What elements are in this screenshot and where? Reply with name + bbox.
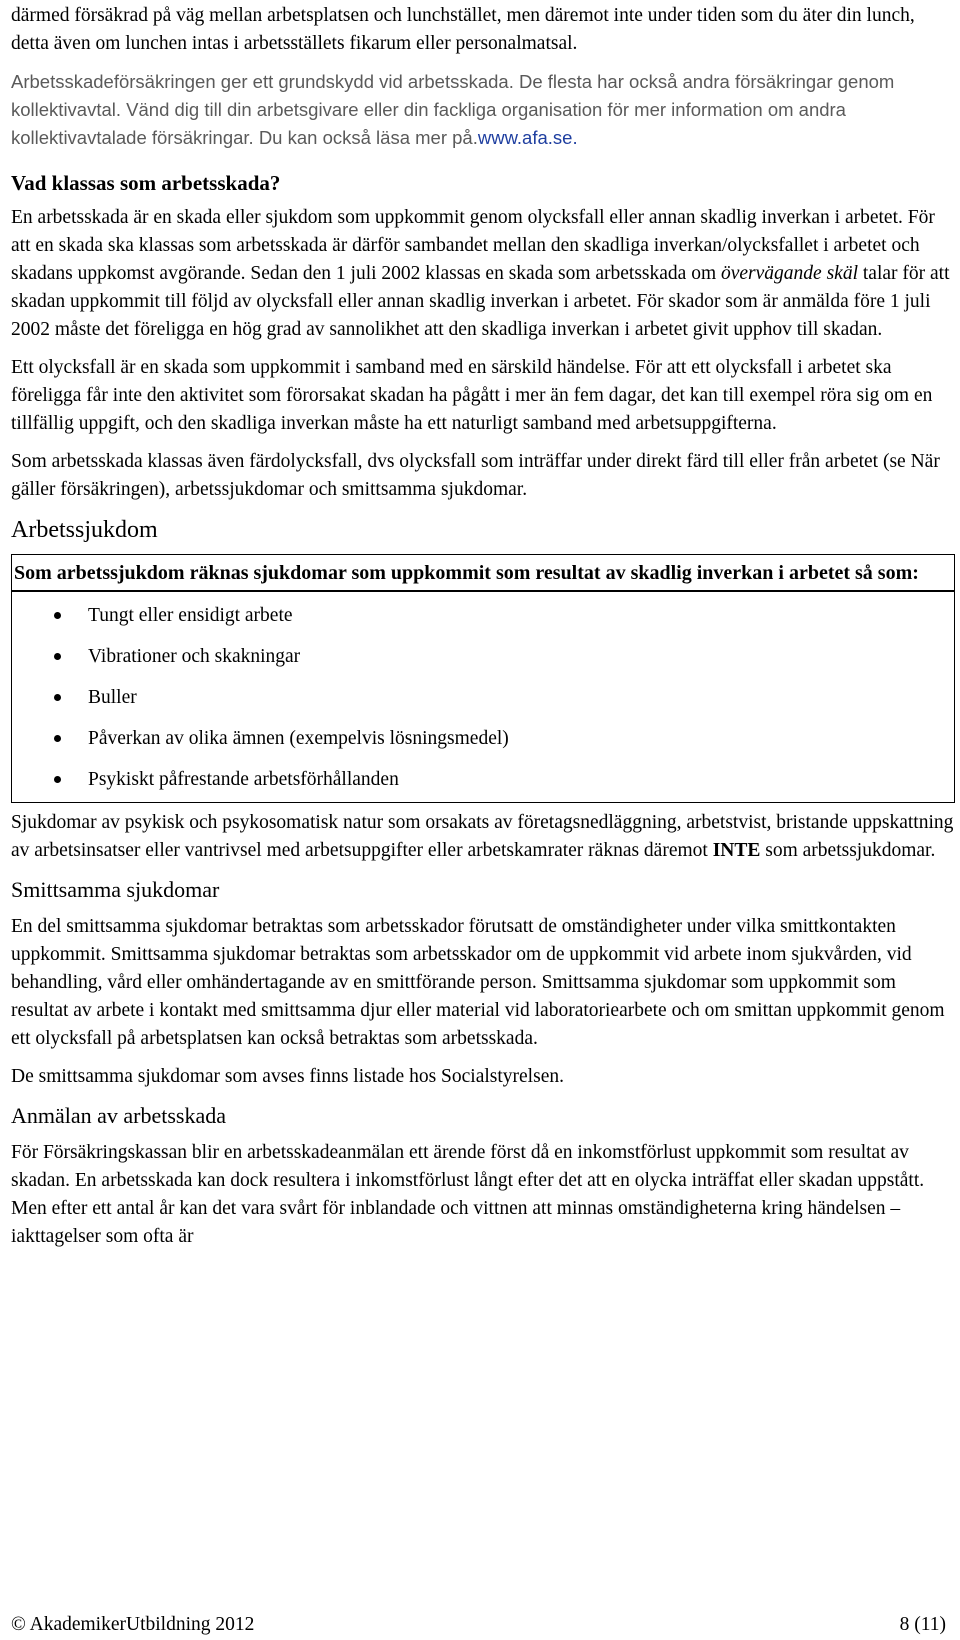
heading-anmalan: Anmälan av arbetsskada [11, 1103, 227, 1128]
footer-copyright: © AkademikerUtbildning 2012 [11, 1614, 255, 1635]
bullet-icon [54, 776, 61, 783]
intro-paragraph-lunch: därmed försäkrad på väg mellan arbetsplatsen och lunchstället, men däremot inte under tiden som du äter din lunch, detta även om lunchen intas i arbetsställets fikarum eller personalmatsal. [11, 5, 915, 54]
paragraph-olycksfall: Ett olycksfall är en skada som uppkommit i samband med en särskild händelse. För att ett olycksfall i arbetet ska föreligga får inte den aktivitet som förorsakat skadan ha pågått i mer än fem dagar, det kan till exempel röra sig om en tillfällig uppgift, och den skadliga inverkan måste ha ett naturligt samband med arbetsuppgifterna. [11, 357, 933, 434]
afa-link[interactable]: www.afa.se [477, 127, 573, 148]
list-item [12, 725, 954, 753]
intro-paragraph-insurance [11, 68, 957, 152]
heading-smittsamma: Smittsamma sjukdomar [11, 877, 220, 902]
bullet-icon [54, 653, 61, 660]
psykosomatisk-text-a: Sjukdomar av psykisk och psykosomatisk natur som orsakats av företagsnedläggning, arbetstvist, bristande uppskattning av arbetsinsatser eller vantrivsel med arbetsuppgifter eller arbetskamrater räknas däremot [11, 812, 954, 861]
bullet-icon [54, 735, 61, 742]
definition-text-b: talar för att skadan uppkommit till följd av olycksfall eller annan skadlig inverkan i arbetet. För skador som är anmälda före 1 juli 2002 måste det föreligga en hög grad av sannolikhet att den skadliga inverkan i arbetet givit upphov till skadan. [11, 263, 950, 340]
list-item [12, 684, 954, 712]
bullet-icon [54, 694, 61, 701]
document-page [11, 2, 957, 1261]
footer-page-number: 8 (11) [899, 1614, 946, 1635]
paragraph-smittsamma-2: De smittsamma sjukdomar som avses finns listade hos Socialstyrelsen. [11, 1066, 564, 1087]
bullet-icon [54, 612, 61, 619]
paragraph-arbetsskada-definition [11, 204, 957, 344]
intro-insurance-text: Arbetsskadeförsäkringen ger ett grundskydd vid arbetsskada. De flesta har också andra försäkringar genom kollektivavtal. Vänd dig till din arbetsgivare eller din fackliga organisation för mer information om andra kollektivavtalade försäkringar. Du kan också läsa mer på. [11, 71, 895, 148]
list-item-text: Psykiskt påfrestande arbetsförhållanden [88, 769, 399, 790]
list-item-text: Påverkan av olika ämnen (exempelvis lösningsmedel) [88, 728, 509, 749]
arbetssjukdom-list [12, 602, 954, 794]
paragraph-fardolycksfall: Som arbetsskada klassas även färdolycksfall, dvs olycksfall som inträffar under direkt färd till eller från arbetet (se När gäller försäkringen), arbetssjukdomar och smittsamma sjukdomar. [11, 451, 940, 500]
psykosomatisk-text-b: som arbetssjukdomar. [760, 840, 936, 861]
paragraph-psykosomatisk [11, 809, 957, 865]
list-item [12, 643, 954, 671]
definition-emphasis: övervägande skäl [721, 263, 858, 284]
list-item-text: Buller [88, 687, 137, 708]
heading-arbetssjukdom: Arbetssjukdom [11, 517, 158, 543]
arbetssjukdom-box-list [11, 592, 955, 803]
list-item [12, 766, 954, 794]
paragraph-smittsamma-1: En del smittsamma sjukdomar betraktas som arbetsskador förutsatt de omständigheter under vilka smittkontakten uppkommit. Smittsamma sjukdomar betraktas som arbetsskador om de uppkommit vid arbete inom sjukvården, vid behandling, vård eller omhändertagande av en smittförande person. Smittsamma sjukdomar som uppkommit som resultat av arbete i kontakt med smittsamma djur eller material vid laboratoriearbete och om smittan uppkommit genom ett olycksfall på arbetsplatsen kan också betraktas som arbetsskada. [11, 916, 945, 1049]
list-item-text: Tungt eller ensidigt arbete [88, 605, 293, 626]
list-item [12, 602, 954, 630]
definition-text-a: En arbetsskada är en skada eller sjukdom som uppkommit genom olycksfall eller annan skadlig inverkan i arbetet. För att en skada ska klassas som arbetsskada är därför sambandet mellan den skadliga inverkan/olycksfallet i arbetet och skadans uppkomst avgörande. Sedan den 1 juli 2002 klassas en skada som arbetsskada om [11, 207, 935, 284]
paragraph-anmalan: För Försäkringskassan blir en arbetsskadeanmälan ett ärende först då en inkomstförlust uppkommit som resultat av skadan. En arbetsskada kan dock resultera i inkomstförlust långt efter det att en olycka inträffat eller skadan uppstått. Men efter ett antal år kan det vara svårt för inblandade och vittnen att minnas omständigheterna kring händelsen – iakttagelser som ofta är [11, 1142, 925, 1247]
psykosomatisk-strong: INTE [712, 840, 761, 861]
heading-vad-klassas: Vad klassas som arbetsskada? [11, 171, 281, 195]
arbetssjukdom-box-heading: Som arbetssjukdom räknas sjukdomar som uppkommit som resultat av skadlig inverkan i arbetet så som: [11, 554, 955, 592]
intro-insurance-end: . [572, 127, 578, 148]
list-item-text: Vibrationer och skakningar [88, 646, 301, 667]
